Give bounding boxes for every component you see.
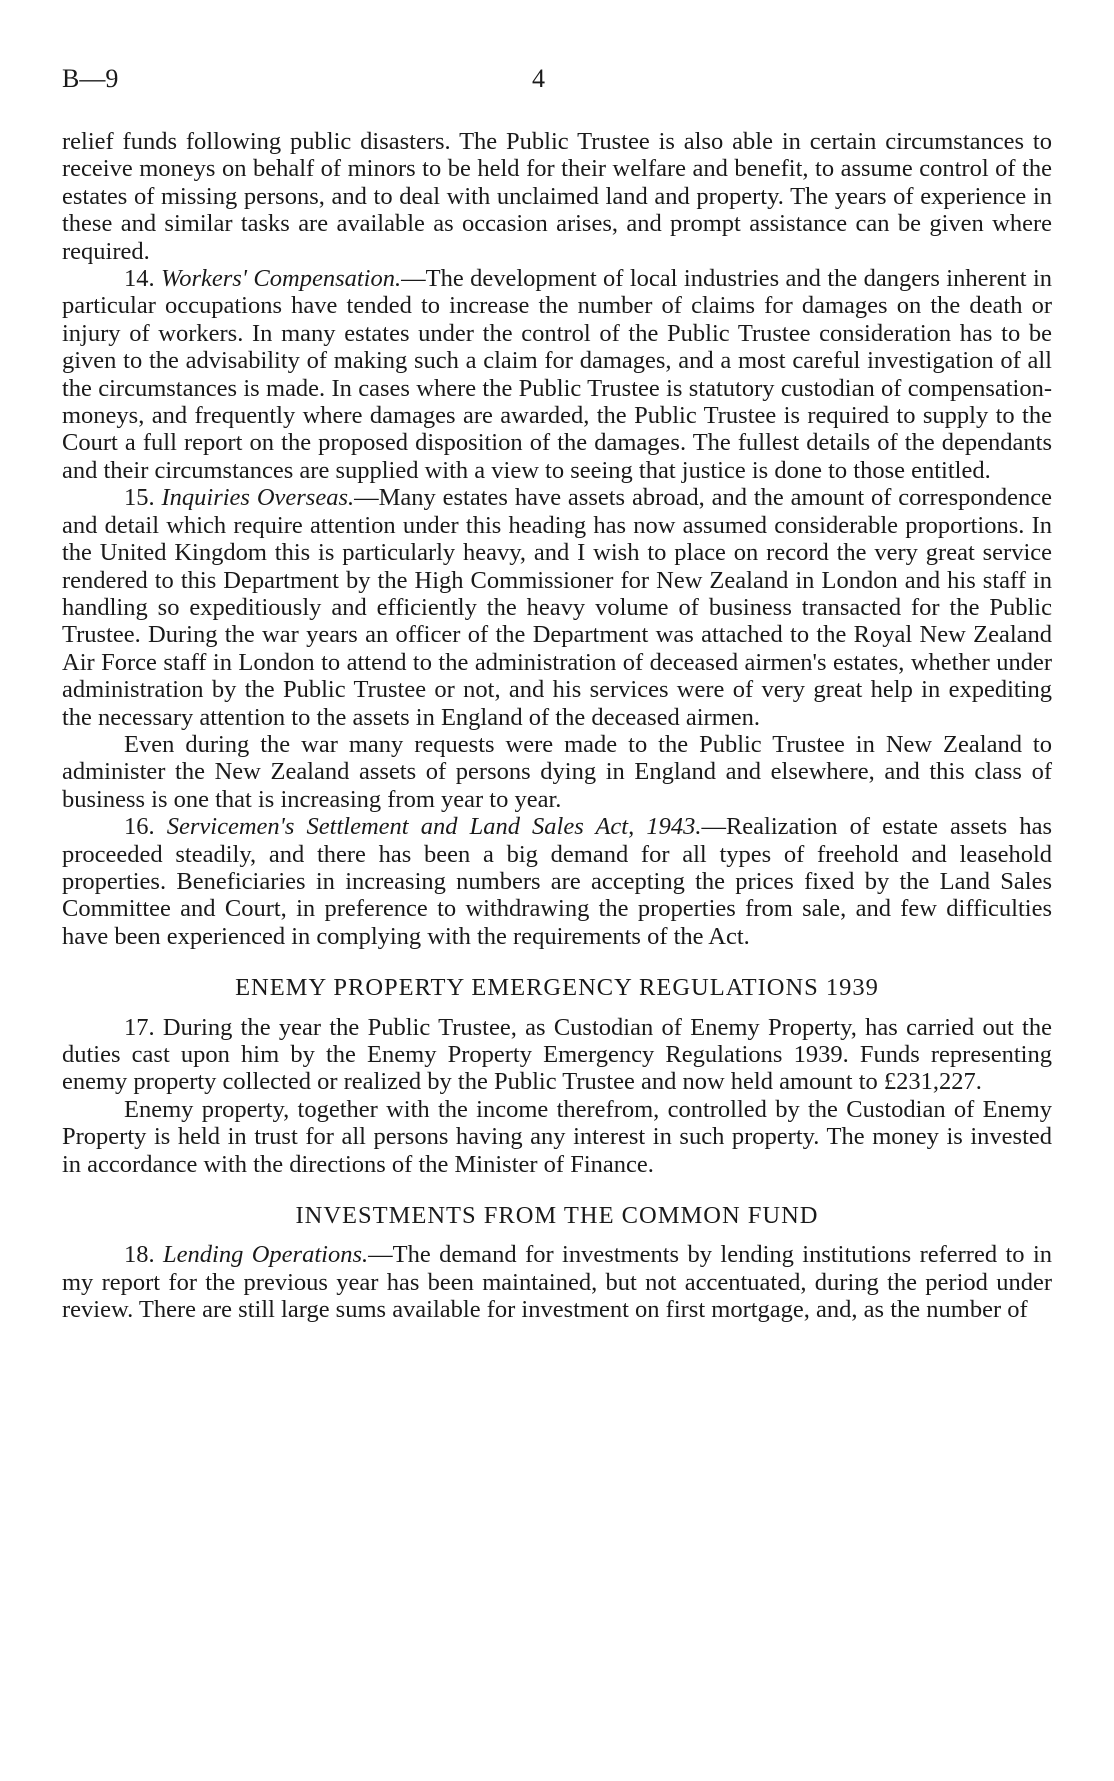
heading-investments-common-fund: INVESTMENTS FROM THE COMMON FUND bbox=[295, 1202, 819, 1230]
page-header bbox=[62, 64, 1052, 100]
section-title: Servicemen's Settlement and Land Sales Act, 1943. bbox=[166, 813, 702, 841]
section-text: —The demand for investments by lending institutions referred to in my report for the previous year has been maintained, but not accentuated, during the period under review. There are still large sums available for investment on first mortgage, and, as the number of bbox=[62, 1241, 1053, 1324]
section-15-continued: Even during the war many requests were made to the Public Trustee in New Zealand to administer the New Zealand assets of persons dying in England and elsewhere, and this class of business is one that is increasing from year to year. bbox=[62, 730, 1052, 813]
section-number: 15. bbox=[124, 484, 155, 512]
paragraph-relief: relief funds following public disasters. The Public Trustee is also able in certain circumstances to receive moneys on behalf of minors to be held for their welfare and benefit, to assume control of the estates of missing persons, and to deal with unclaimed land and property. The years of experience in these and similar tasks are available as occasion arises, and prompt assistance can be given where required. bbox=[62, 128, 1052, 265]
document-body bbox=[62, 128, 1052, 1324]
section-15-inquiries-overseas bbox=[62, 484, 1052, 731]
section-17-continued: Enemy property, together with the income therefrom, controlled by the Custodian of Enemy Property is held in trust for all persons having any interest in such property. The money is invested in accordance with the directions of the Minister of Finance. bbox=[62, 1095, 1052, 1178]
report-reference: B—9 bbox=[62, 64, 119, 93]
section-title: Workers' Compensation. bbox=[161, 265, 402, 293]
page-number: 4 bbox=[532, 64, 545, 93]
section-16-land-sales-act bbox=[62, 813, 1052, 950]
section-number: 16. bbox=[124, 813, 155, 841]
section-title: Inquiries Overseas. bbox=[161, 484, 355, 512]
section-17-enemy-property: 17. During the year the Public Trustee, as Custodian of Enemy Property, has carried out the duties cast upon him by the Enemy Property Emergency Regulations 1939. Funds representing enemy property collected or realized by the Public Trustee and now held amount to £231,227. bbox=[62, 1013, 1052, 1096]
section-title: Lending Operations. bbox=[163, 1241, 369, 1269]
section-text: —Realization of estate assets has proceeded steadily, and there has been a big demand for all types of freehold and leasehold properties. Beneficiaries in increasing numbers are accepting the prices fixed by the Land Sales Committee and Court, in preference to withdrawing the properties from sale, and few difficulties have been experienced in complying with the requirements of the Act. bbox=[62, 813, 1052, 950]
section-number: 14. bbox=[124, 265, 155, 293]
section-text: —The development of local industries and the dangers inherent in particular occupations have tended to increase the number of claims for damages on the death or injury of workers. In many estates under the control of the Public Trustee consideration has to be given to the advisability of making such a claim for damages, and a most careful investigation of all the circumstances is made. In cases where the Public Trustee is statutory custodian of compensation-moneys, and frequently where damages are awarded, the Public Trustee is required to supply to the Court a full report on the proposed disposition of the damages. The fullest details of the dependants and their circumstances are supplied with a view to seeing that justice is done to those entitled. bbox=[62, 265, 1052, 484]
heading-enemy-property: ENEMY PROPERTY EMERGENCY REGULATIONS 1939 bbox=[235, 974, 879, 1002]
section-18-lending-operations bbox=[62, 1241, 1052, 1323]
section-14-workers-compensation bbox=[62, 265, 1052, 484]
section-text: —Many estates have assets abroad, and the amount of correspondence and detail which require attention under this heading has now assumed considerable proportions. In the United Kingdom this is particularly heavy, and I wish to place on record the very great service rendered to this Department by the High Commissioner for New Zealand in London and his staff in handling so expeditiously and efficiently the heavy volume of business transacted for the Public Trustee. During the war years an officer of the Department was attached to the Royal New Zealand Air Force staff in London to attend to the administration of deceased airmen's estates, whether under administration by the Public Trustee or not, and his services were of very great help in expediting the necessary attention to the assets in England of the deceased airmen. bbox=[62, 484, 1052, 731]
section-number: 18. bbox=[124, 1241, 155, 1269]
